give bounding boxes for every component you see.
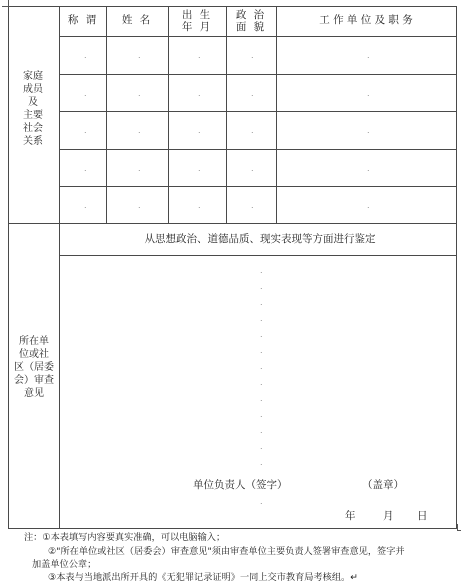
row-line xyxy=(59,186,457,187)
empty-line-mark: . xyxy=(260,314,263,323)
col-line xyxy=(106,6,107,224)
empty-cell-mark: . xyxy=(84,164,87,173)
empty-cell-mark: . xyxy=(138,201,141,210)
empty-cell-mark: . xyxy=(251,51,254,60)
empty-cell-mark: . xyxy=(367,89,370,98)
empty-line-mark: . xyxy=(260,346,263,355)
date-day-label: 日 xyxy=(417,510,428,522)
empty-line-mark: . xyxy=(260,282,263,291)
col-line xyxy=(168,6,169,224)
table-border-left xyxy=(8,6,9,529)
table-border-top xyxy=(8,6,457,7)
empty-cell-mark: . xyxy=(84,201,87,210)
col-line xyxy=(276,6,277,224)
empty-cell-mark: . xyxy=(138,89,141,98)
empty-cell-mark: . xyxy=(198,51,201,60)
empty-line-mark: . xyxy=(260,362,263,371)
page-corner-mark xyxy=(457,524,461,531)
header-birth: 出 生 年 月 xyxy=(181,9,213,33)
empty-cell-mark: . xyxy=(84,89,87,98)
empty-cell-mark: . xyxy=(251,201,254,210)
table-border-bottom xyxy=(8,528,457,529)
empty-cell-mark: . xyxy=(367,164,370,173)
empty-line-mark: . xyxy=(260,458,263,467)
seal-label: （盖章） xyxy=(362,479,404,491)
empty-cell-mark: . xyxy=(198,201,201,210)
empty-cell-mark: . xyxy=(367,201,370,210)
page-corner-mark xyxy=(2,0,9,7)
empty-line-mark: . xyxy=(260,378,263,387)
empty-cell-mark: . xyxy=(138,126,141,135)
row-line xyxy=(59,74,457,75)
col-line xyxy=(226,6,227,224)
note-2-continued: 加盖单位公章； xyxy=(32,559,97,570)
empty-cell-mark: . xyxy=(198,164,201,173)
empty-line-mark: . xyxy=(260,410,263,419)
empty-line-mark: . xyxy=(260,497,263,506)
empty-cell-mark: . xyxy=(367,51,370,60)
row-line xyxy=(59,149,457,150)
empty-cell-mark: . xyxy=(251,89,254,98)
empty-cell-mark: . xyxy=(84,51,87,60)
table-border-right xyxy=(456,6,457,529)
date-month-label: 月 xyxy=(383,510,394,522)
header-work: 工 作 单 位 及 职 务 xyxy=(319,14,413,26)
label-column-divider xyxy=(59,6,60,529)
review-instruction: 从思想政治、道德品质、现实表现等方面进行鉴定 xyxy=(144,233,376,245)
row-line xyxy=(59,111,457,112)
header-name: 姓 名 xyxy=(121,14,153,26)
empty-cell-mark: . xyxy=(251,126,254,135)
header-relation: 称 谓 xyxy=(67,14,99,26)
empty-cell-mark: . xyxy=(138,164,141,173)
family-section-label: 家庭 成员 及 主要 社会 关系 xyxy=(23,71,43,147)
note-3: ③本表与当地派出所开具的《无犯罪记录证明》一同上交市教育局考核组。↵ xyxy=(48,572,358,583)
empty-line-mark: . xyxy=(260,426,263,435)
header-politics: 政 治 面 貌 xyxy=(235,9,267,33)
note-2: ②"所在单位或社区（居委会）审查意见"须由审查单位主要负责人签署审查意见，签字并 xyxy=(48,546,405,557)
date-year-label: 年 xyxy=(345,510,356,522)
empty-cell-mark: . xyxy=(138,51,141,60)
review-section-label: 所在单 位或社 区（居委 会）审查 意见 xyxy=(14,336,54,399)
empty-line-mark: . xyxy=(260,266,263,275)
responsible-signature-label: 单位负责人（签字） xyxy=(193,479,288,491)
review-instruction-line xyxy=(59,255,457,256)
section-divider xyxy=(8,223,457,224)
empty-line-mark: . xyxy=(260,330,263,339)
empty-line-mark: . xyxy=(260,298,263,307)
empty-cell-mark: . xyxy=(251,164,254,173)
empty-line-mark: . xyxy=(260,442,263,451)
empty-line-mark: . xyxy=(260,394,263,403)
empty-cell-mark: . xyxy=(198,89,201,98)
note-1: 注：①本表填写内容要真实准确，可以电脑输入； xyxy=(24,532,226,543)
row-line xyxy=(59,36,457,37)
empty-cell-mark: . xyxy=(84,126,87,135)
empty-cell-mark: . xyxy=(367,126,370,135)
empty-cell-mark: . xyxy=(198,126,201,135)
